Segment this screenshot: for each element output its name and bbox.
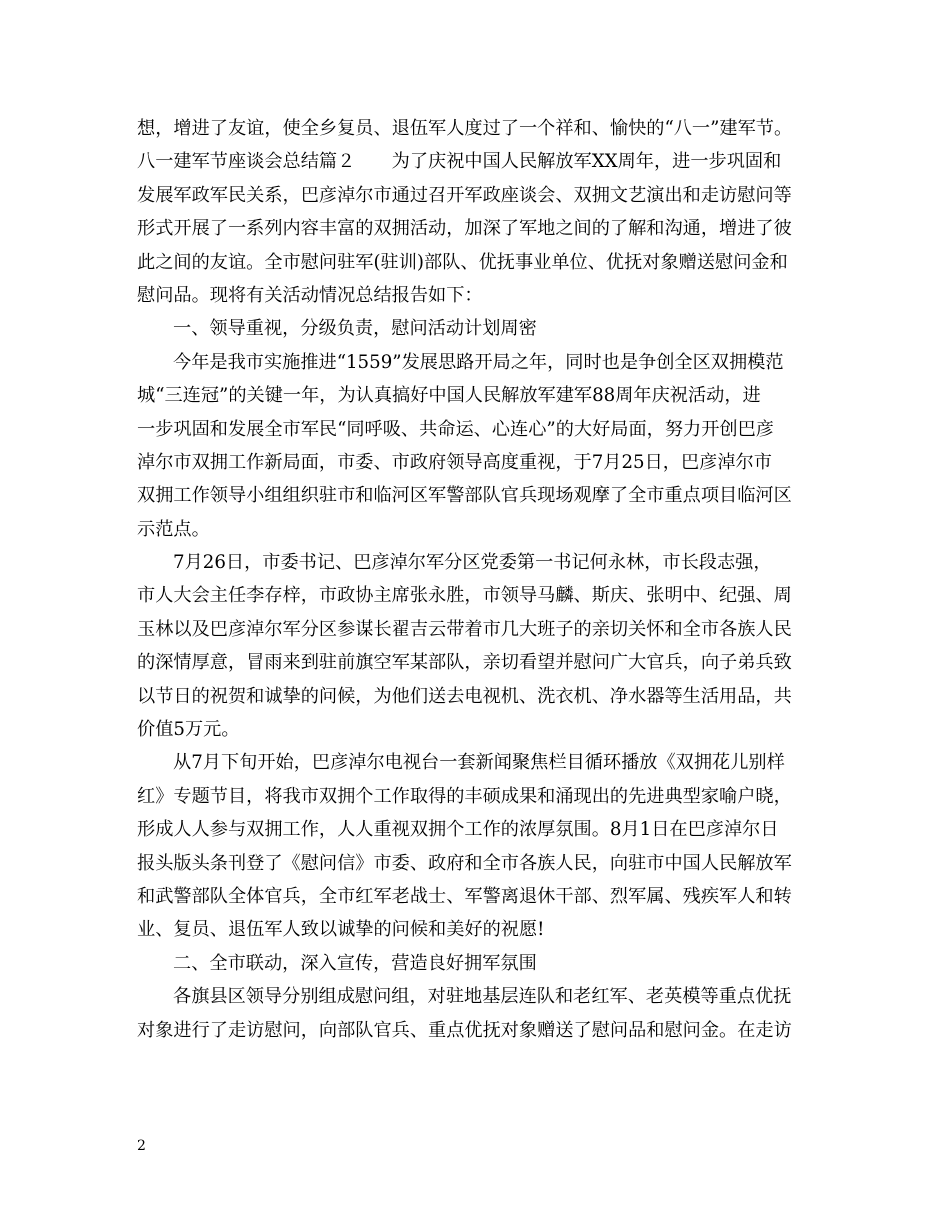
text-line: 今年是我市实施推进“1559”发展思路开局之年，同时也是争创全区双拥模范 xyxy=(173,351,784,373)
text-line: 市人大会主任李存梓，市政协主席张永胜，市领导马麟、斯庆、张明中、纪强、周 xyxy=(137,585,792,607)
page-number: 2 xyxy=(137,1138,146,1154)
text-line: 城“三连冠”的关键一年，为认真搞好中国人民解放军建军88周年庆祝活动，进 xyxy=(137,385,761,407)
text-line: 发展军政军民关系，巴彦淖尔市通过召开军政座谈会、双拥文艺演出和走访慰问等 xyxy=(137,184,792,206)
text-line: 八一建军节座谈会总结篇２ 为了庆祝中国人民解放军XX周年，进一步巩固和 xyxy=(137,151,782,173)
text-line: 形成人人参与双拥工作，人人重视双拥个工作的浓厚氛围。8月1日在巴彦淖尔日 xyxy=(137,819,779,841)
text-line: 淖尔市双拥工作新局面，市委、市政府领导高度重视，于7月25日，巴彦淖尔市 xyxy=(137,451,772,473)
text-line: 想，增进了友谊，使全乡复员、退伍军人度过了一个祥和、愉快的“八一”建军节。 xyxy=(137,118,793,139)
text-line: 从7月下旬开始，巴彦淖尔电视台一套新闻聚焦栏目循环播放《双拥花儿别样 xyxy=(173,752,785,774)
document-body xyxy=(137,112,827,1047)
text-line: 红》专题节目，将我市双拥个工作取得的丰硕成果和涌现出的先进典型家喻户晓， xyxy=(137,785,792,807)
text-line: 的深情厚意，冒雨来到驻前旗空军某部队，亲切看望并慰问广大官兵，向子弟兵致 xyxy=(137,652,792,674)
text-line: 一步巩固和发展全市军民“同呼吸、共命运、心连心”的大好局面，努力开创巴彦 xyxy=(137,418,774,440)
text-line: 玉林以及巴彦淖尔军分区参谋长翟吉云带着市几大班子的亲切关怀和全市各族人民 xyxy=(137,618,792,640)
text-line: 各旗县区领导分别组成慰问组，对驻地基层连队和老红军、老英模等重点优抚 xyxy=(173,986,792,1008)
text-line: 对象进行了走访慰问，向部队官兵、重点优抚对象赠送了慰问品和慰问金。在走访 xyxy=(137,1019,792,1041)
text-line: 和武警部队全体官兵，全市红军老战士、军警离退休干部、烈军属、残疾军人和转 xyxy=(137,885,792,907)
section-heading: 一、领导重视，分级负责，慰问活动计划周密 xyxy=(173,318,537,340)
text-line: 以节日的祝贺和诚挚的问候，为他们送去电视机、洗衣机、净水器等生活用品，共 xyxy=(137,685,792,707)
section-heading: 二、全市联动，深入宣传，营造良好拥军氛围 xyxy=(173,952,537,974)
text-line: 慰问品。现将有关活动情况总结报告如下： xyxy=(137,284,483,306)
text-line: 形式开展了一系列内容丰富的双拥活动，加深了军地之间的了解和沟通，增进了彼 xyxy=(137,218,792,240)
text-line: 价值5万元。 xyxy=(137,719,240,741)
text-line: 示范点。 xyxy=(137,518,210,540)
text-line: 双拥工作领导小组组织驻市和临河区军警部队官兵现场观摩了全市重点项目临河区 xyxy=(137,485,792,507)
text-line: 业、复员、退伍军人致以诚挚的问候和美好的祝愿! xyxy=(137,919,545,941)
text-line: 7月26日，市委书记、巴彦淖尔军分区党委第一书记何永林，市长段志强， xyxy=(173,552,772,574)
text-line: 此之间的友谊。全市慰问驻军(驻训)部队、优抚事业单位、优抚对象赠送慰问金和 xyxy=(137,251,788,273)
text-line: 报头版头条刊登了《慰问信》市委、政府和全市各族人民，向驻市中国人民解放军 xyxy=(137,852,792,874)
